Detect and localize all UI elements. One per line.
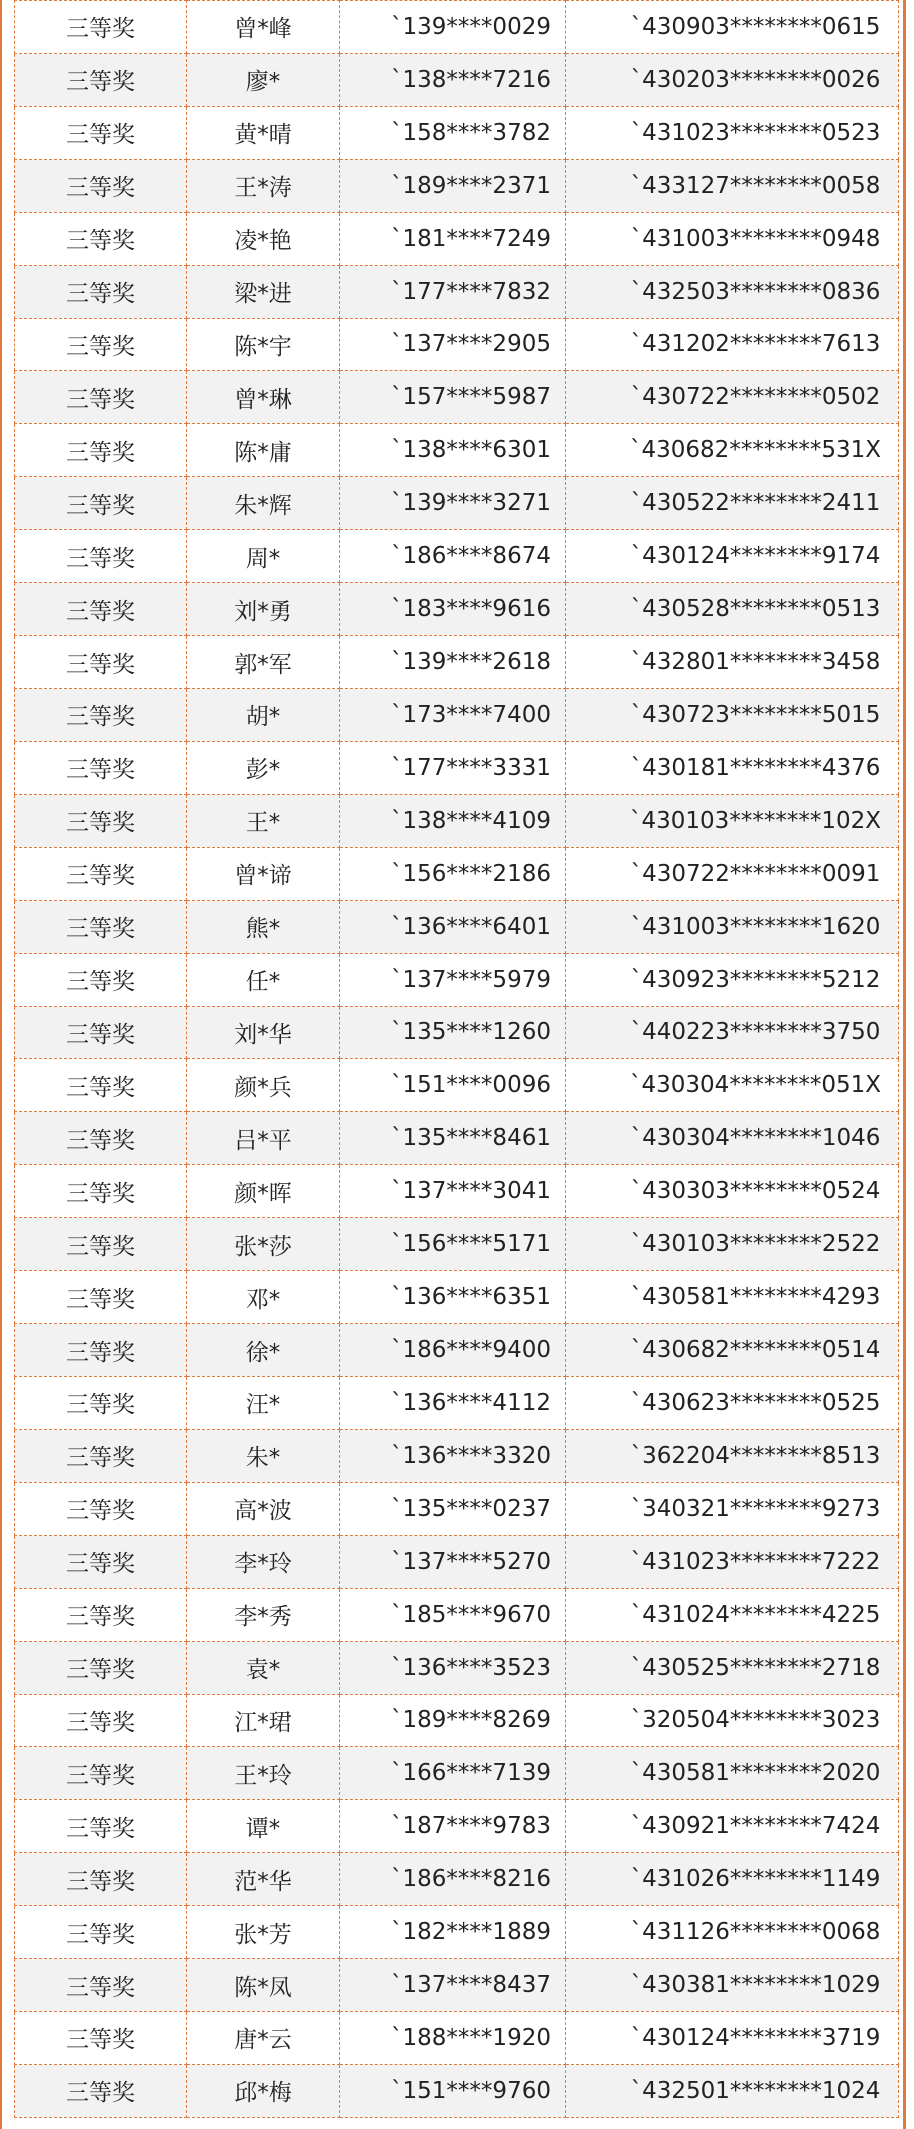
- table-row: [15, 106, 899, 159]
- name-cell: 胡*: [187, 688, 340, 741]
- prize-cell: 三等奖: [15, 1218, 187, 1271]
- name-cell: 曾*峰: [187, 1, 340, 54]
- table-row: [15, 1906, 899, 1959]
- name-cell: 郭*军: [187, 636, 340, 689]
- id-number-cell: `432503********0836: [566, 265, 899, 318]
- prize-cell: 三等奖: [15, 2012, 187, 2065]
- table-row: [15, 1535, 899, 1588]
- name-cell: 谭*: [187, 1800, 340, 1853]
- name-cell: 张*莎: [187, 1218, 340, 1271]
- id-number-cell: `430921********7424: [566, 1800, 899, 1853]
- phone-cell: `189****8269: [340, 1694, 566, 1747]
- prize-cell: 三等奖: [15, 847, 187, 900]
- table-row: [15, 1112, 899, 1165]
- name-cell: 熊*: [187, 900, 340, 953]
- id-number-cell: `430303********0524: [566, 1165, 899, 1218]
- name-cell: 范*华: [187, 1853, 340, 1906]
- name-cell: 陈*庸: [187, 424, 340, 477]
- prize-cell: 三等奖: [15, 477, 187, 530]
- id-number-cell: `430722********0502: [566, 371, 899, 424]
- prize-cell: 三等奖: [15, 1429, 187, 1482]
- id-number-cell: `430581********4293: [566, 1271, 899, 1324]
- phone-cell: `151****0096: [340, 1059, 566, 1112]
- prize-cell: 三等奖: [15, 1906, 187, 1959]
- phone-cell: `135****1260: [340, 1006, 566, 1059]
- phone-cell: `136****6401: [340, 900, 566, 953]
- table-row: [15, 2012, 899, 2065]
- table-row: [15, 1324, 899, 1377]
- table-row: [15, 1482, 899, 1535]
- id-number-cell: `430682********0514: [566, 1324, 899, 1377]
- phone-cell: `189****2371: [340, 159, 566, 212]
- phone-cell: `137****5979: [340, 953, 566, 1006]
- prize-cell: 三等奖: [15, 794, 187, 847]
- id-number-cell: `431003********1620: [566, 900, 899, 953]
- prize-cell: 三等奖: [15, 1535, 187, 1588]
- phone-cell: `136****3320: [340, 1429, 566, 1482]
- name-cell: 王*玲: [187, 1747, 340, 1800]
- prize-cell: 三等奖: [15, 1694, 187, 1747]
- phone-cell: `156****2186: [340, 847, 566, 900]
- table-row: [15, 477, 899, 530]
- table-row: [15, 1641, 899, 1694]
- phone-cell: `137****3041: [340, 1165, 566, 1218]
- table-row: [15, 1800, 899, 1853]
- prize-cell: 三等奖: [15, 1376, 187, 1429]
- name-cell: 王*: [187, 794, 340, 847]
- table-row: [15, 1271, 899, 1324]
- name-cell: 邱*梅: [187, 2064, 340, 2117]
- id-number-cell: `440223********3750: [566, 1006, 899, 1059]
- prize-cell: 三等奖: [15, 1324, 187, 1377]
- name-cell: 江*珺: [187, 1694, 340, 1747]
- table-row: [15, 583, 899, 636]
- id-number-cell: `431003********0948: [566, 212, 899, 265]
- id-number-cell: `430722********0091: [566, 847, 899, 900]
- id-number-cell: `431202********7613: [566, 318, 899, 371]
- id-number-cell: `430528********0513: [566, 583, 899, 636]
- phone-cell: `136****6351: [340, 1271, 566, 1324]
- id-number-cell: `430304********051X: [566, 1059, 899, 1112]
- left-border-rule: [0, 0, 2, 2129]
- prize-cell: 三等奖: [15, 265, 187, 318]
- phone-cell: `136****3523: [340, 1641, 566, 1694]
- phone-cell: `135****8461: [340, 1112, 566, 1165]
- table-row: [15, 424, 899, 477]
- table-row: [15, 212, 899, 265]
- phone-cell: `185****9670: [340, 1588, 566, 1641]
- prize-cell: 三等奖: [15, 636, 187, 689]
- id-number-cell: `320504********3023: [566, 1694, 899, 1747]
- name-cell: 颜*晖: [187, 1165, 340, 1218]
- name-cell: 刘*勇: [187, 583, 340, 636]
- table-row: [15, 1165, 899, 1218]
- prize-cell: 三等奖: [15, 212, 187, 265]
- prize-cell: 三等奖: [15, 1747, 187, 1800]
- phone-cell: `177****3331: [340, 741, 566, 794]
- winners-table: [14, 0, 899, 2118]
- table-row: [15, 530, 899, 583]
- name-cell: 邓*: [187, 1271, 340, 1324]
- phone-cell: `136****4112: [340, 1376, 566, 1429]
- id-number-cell: `433127********0058: [566, 159, 899, 212]
- right-border-rule: [903, 0, 906, 2129]
- table-row: [15, 1218, 899, 1271]
- name-cell: 梁*进: [187, 265, 340, 318]
- table-row: [15, 265, 899, 318]
- phone-cell: `186****9400: [340, 1324, 566, 1377]
- name-cell: 周*: [187, 530, 340, 583]
- table-row: [15, 1694, 899, 1747]
- id-number-cell: `430124********9174: [566, 530, 899, 583]
- table-row: [15, 53, 899, 106]
- name-cell: 彭*: [187, 741, 340, 794]
- prize-cell: 三等奖: [15, 688, 187, 741]
- prize-cell: 三等奖: [15, 1800, 187, 1853]
- table-row: [15, 1376, 899, 1429]
- table-row: [15, 1747, 899, 1800]
- prize-cell: 三等奖: [15, 1271, 187, 1324]
- name-cell: 陈*凤: [187, 1959, 340, 2012]
- prize-cell: 三等奖: [15, 530, 187, 583]
- name-cell: 唐*云: [187, 2012, 340, 2065]
- table-row: [15, 1059, 899, 1112]
- table-row: [15, 2064, 899, 2117]
- name-cell: 凌*艳: [187, 212, 340, 265]
- id-number-cell: `430723********5015: [566, 688, 899, 741]
- id-number-cell: `430203********0026: [566, 53, 899, 106]
- id-number-cell: `430103********2522: [566, 1218, 899, 1271]
- table-row: [15, 794, 899, 847]
- table-row: [15, 371, 899, 424]
- prize-cell: 三等奖: [15, 1959, 187, 2012]
- table-row: [15, 1588, 899, 1641]
- prize-cell: 三等奖: [15, 424, 187, 477]
- table-row: [15, 688, 899, 741]
- phone-cell: `137****5270: [340, 1535, 566, 1588]
- name-cell: 高*波: [187, 1482, 340, 1535]
- name-cell: 王*涛: [187, 159, 340, 212]
- id-number-cell: `430103********102X: [566, 794, 899, 847]
- prize-cell: 三等奖: [15, 106, 187, 159]
- prize-cell: 三等奖: [15, 1641, 187, 1694]
- id-number-cell: `430381********1029: [566, 1959, 899, 2012]
- name-cell: 陈*宇: [187, 318, 340, 371]
- table-row: [15, 1853, 899, 1906]
- id-number-cell: `362204********8513: [566, 1429, 899, 1482]
- prize-cell: 三等奖: [15, 371, 187, 424]
- id-number-cell: `432501********1024: [566, 2064, 899, 2117]
- name-cell: 袁*: [187, 1641, 340, 1694]
- prize-cell: 三等奖: [15, 1059, 187, 1112]
- phone-cell: `138****7216: [340, 53, 566, 106]
- prize-cell: 三等奖: [15, 1853, 187, 1906]
- name-cell: 任*: [187, 953, 340, 1006]
- prize-cell: 三等奖: [15, 1588, 187, 1641]
- name-cell: 李*玲: [187, 1535, 340, 1588]
- prize-cell: 三等奖: [15, 1006, 187, 1059]
- phone-cell: `157****5987: [340, 371, 566, 424]
- phone-cell: `139****3271: [340, 477, 566, 530]
- phone-cell: `139****2618: [340, 636, 566, 689]
- phone-cell: `156****5171: [340, 1218, 566, 1271]
- phone-cell: `139****0029: [340, 1, 566, 54]
- prize-cell: 三等奖: [15, 741, 187, 794]
- id-number-cell: `340321********9273: [566, 1482, 899, 1535]
- name-cell: 廖*: [187, 53, 340, 106]
- name-cell: 李*秀: [187, 1588, 340, 1641]
- table-row: [15, 847, 899, 900]
- prize-cell: 三等奖: [15, 953, 187, 1006]
- id-number-cell: `430522********2411: [566, 477, 899, 530]
- phone-cell: `137****2905: [340, 318, 566, 371]
- prize-cell: 三等奖: [15, 1165, 187, 1218]
- table-row: [15, 159, 899, 212]
- id-number-cell: `431024********4225: [566, 1588, 899, 1641]
- table-row: [15, 1959, 899, 2012]
- phone-cell: `151****9760: [340, 2064, 566, 2117]
- prize-cell: 三等奖: [15, 1112, 187, 1165]
- phone-cell: `182****1889: [340, 1906, 566, 1959]
- phone-cell: `183****9616: [340, 583, 566, 636]
- prize-cell: 三等奖: [15, 159, 187, 212]
- table-row: [15, 636, 899, 689]
- phone-cell: `173****7400: [340, 688, 566, 741]
- name-cell: 汪*: [187, 1376, 340, 1429]
- id-number-cell: `430525********2718: [566, 1641, 899, 1694]
- table-row: [15, 900, 899, 953]
- prize-cell: 三等奖: [15, 1482, 187, 1535]
- prize-cell: 三等奖: [15, 53, 187, 106]
- name-cell: 颜*兵: [187, 1059, 340, 1112]
- phone-cell: `135****0237: [340, 1482, 566, 1535]
- prize-cell: 三等奖: [15, 2064, 187, 2117]
- id-number-cell: `431126********0068: [566, 1906, 899, 1959]
- phone-cell: `138****4109: [340, 794, 566, 847]
- phone-cell: `177****7832: [340, 265, 566, 318]
- name-cell: 朱*: [187, 1429, 340, 1482]
- phone-cell: `181****7249: [340, 212, 566, 265]
- table-row: [15, 1, 899, 54]
- id-number-cell: `430304********1046: [566, 1112, 899, 1165]
- name-cell: 吕*平: [187, 1112, 340, 1165]
- table-row: [15, 1006, 899, 1059]
- phone-cell: `166****7139: [340, 1747, 566, 1800]
- phone-cell: `187****9783: [340, 1800, 566, 1853]
- name-cell: 曾*琳: [187, 371, 340, 424]
- phone-cell: `137****8437: [340, 1959, 566, 2012]
- prize-cell: 三等奖: [15, 583, 187, 636]
- table-row: [15, 318, 899, 371]
- name-cell: 徐*: [187, 1324, 340, 1377]
- phone-cell: `188****1920: [340, 2012, 566, 2065]
- phone-cell: `158****3782: [340, 106, 566, 159]
- prize-cell: 三等奖: [15, 900, 187, 953]
- name-cell: 黄*晴: [187, 106, 340, 159]
- prize-cell: 三等奖: [15, 318, 187, 371]
- prize-cell: 三等奖: [15, 1, 187, 54]
- phone-cell: `186****8216: [340, 1853, 566, 1906]
- table-row: [15, 1429, 899, 1482]
- name-cell: 刘*华: [187, 1006, 340, 1059]
- winners-table-body: [15, 1, 899, 2118]
- phone-cell: `138****6301: [340, 424, 566, 477]
- table-row: [15, 741, 899, 794]
- name-cell: 张*芳: [187, 1906, 340, 1959]
- id-number-cell: `431023********7222: [566, 1535, 899, 1588]
- id-number-cell: `430124********3719: [566, 2012, 899, 2065]
- id-number-cell: `430903********0615: [566, 1, 899, 54]
- id-number-cell: `430581********2020: [566, 1747, 899, 1800]
- id-number-cell: `430682********531X: [566, 424, 899, 477]
- name-cell: 朱*辉: [187, 477, 340, 530]
- id-number-cell: `431026********1149: [566, 1853, 899, 1906]
- id-number-cell: `430181********4376: [566, 741, 899, 794]
- name-cell: 曾*谛: [187, 847, 340, 900]
- table-row: [15, 953, 899, 1006]
- id-number-cell: `432801********3458: [566, 636, 899, 689]
- phone-cell: `186****8674: [340, 530, 566, 583]
- id-number-cell: `431023********0523: [566, 106, 899, 159]
- id-number-cell: `430923********5212: [566, 953, 899, 1006]
- id-number-cell: `430623********0525: [566, 1376, 899, 1429]
